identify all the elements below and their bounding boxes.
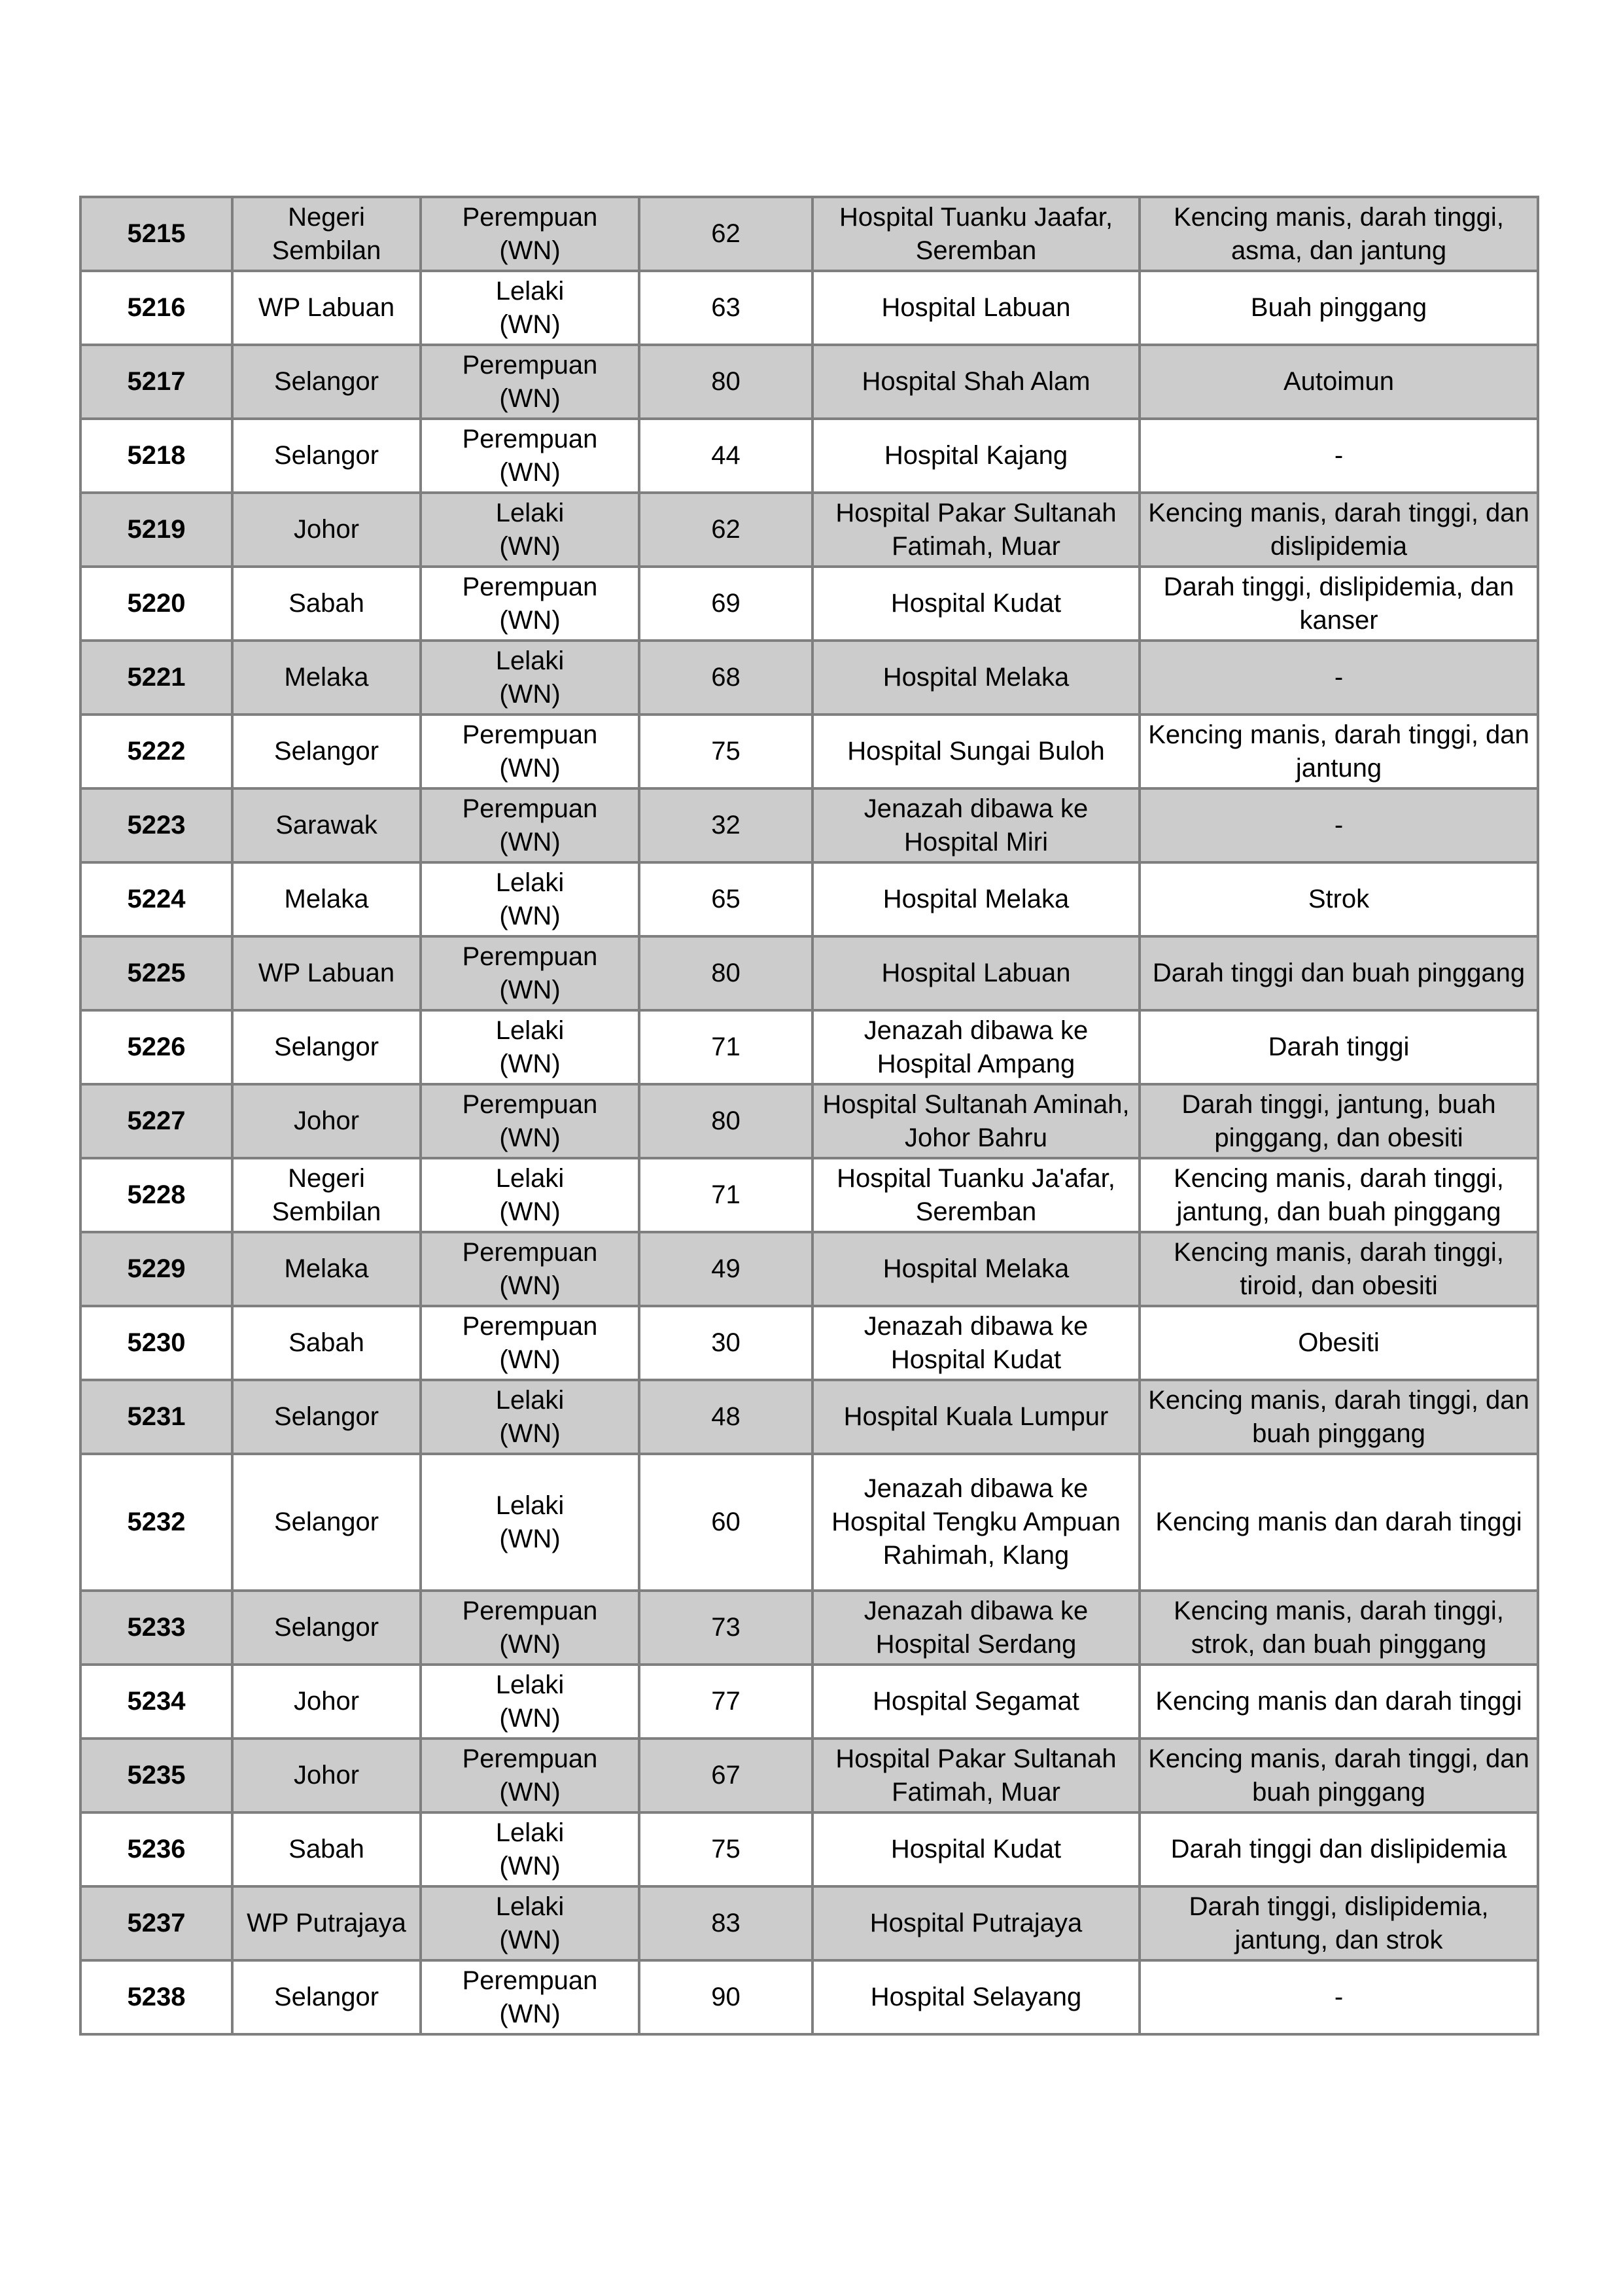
case-number-cell: 5218 (80, 419, 232, 493)
comorbidity-cell: Kencing manis dan darah tinggi (1140, 1665, 1538, 1739)
age-cell: 80 (639, 936, 812, 1010)
gender-label: Lelaki (495, 276, 565, 306)
gender-cell (421, 1739, 639, 1812)
gender-label: Perempuan (462, 1966, 598, 1995)
age-cell: 67 (639, 1739, 812, 1812)
gender-label: Perempuan (462, 1311, 598, 1341)
table-row (80, 271, 1538, 345)
comorbidity-cell: Kencing manis, darah tinggi, dan buah pinggang (1140, 1739, 1538, 1812)
state-cell: Sabah (232, 567, 421, 641)
state-cell: WP Labuan (232, 271, 421, 345)
case-number-cell: 5217 (80, 345, 232, 419)
table-row (80, 1739, 1538, 1812)
case-number-cell: 5230 (80, 1306, 232, 1380)
gender-label: Perempuan (462, 1744, 598, 1773)
gender-cell (421, 1158, 639, 1232)
nationality-label: (WN) (499, 679, 561, 709)
comorbidity-cell: - (1140, 788, 1538, 862)
age-cell: 60 (639, 1454, 812, 1591)
state-cell: Selangor (232, 1010, 421, 1084)
nationality-label: (WN) (499, 1419, 561, 1448)
age-cell: 77 (639, 1665, 812, 1739)
age-cell: 90 (639, 1960, 812, 2034)
case-number-cell: 5224 (80, 862, 232, 936)
hospital-cell: Jenazah dibawa ke Hospital Miri (812, 788, 1140, 862)
gender-label: Lelaki (495, 498, 565, 527)
hospital-cell: Hospital Kudat (812, 1812, 1140, 1886)
state-cell: Selangor (232, 1380, 421, 1454)
age-cell: 69 (639, 567, 812, 641)
hospital-cell: Hospital Kudat (812, 567, 1140, 641)
hospital-cell: Hospital Pakar Sultanah Fatimah, Muar (812, 1739, 1140, 1812)
comorbidity-cell: - (1140, 641, 1538, 715)
age-cell: 75 (639, 715, 812, 788)
age-cell: 75 (639, 1812, 812, 1886)
nationality-label: (WN) (499, 1524, 561, 1553)
hospital-cell: Hospital Melaka (812, 862, 1140, 936)
hospital-cell: Hospital Pakar Sultanah Fatimah, Muar (812, 493, 1140, 567)
case-number-cell: 5238 (80, 1960, 232, 2034)
nationality-label: (WN) (499, 236, 561, 265)
table-row (80, 1454, 1538, 1591)
gender-cell (421, 493, 639, 567)
table-row (80, 1665, 1538, 1739)
hospital-cell: Jenazah dibawa ke Hospital Tengku Ampuan Rahimah, Klang (812, 1454, 1140, 1591)
gender-label: Lelaki (495, 1163, 565, 1193)
gender-label: Lelaki (495, 868, 565, 897)
nationality-label: (WN) (499, 1123, 561, 1152)
state-cell: Melaka (232, 862, 421, 936)
gender-cell (421, 862, 639, 936)
comorbidity-cell: Darah tinggi dan dislipidemia (1140, 1812, 1538, 1886)
age-cell: 63 (639, 271, 812, 345)
age-cell: 71 (639, 1010, 812, 1084)
nationality-label: (WN) (499, 1271, 561, 1300)
comorbidity-cell: Kencing manis, darah tinggi, dan buah pinggang (1140, 1380, 1538, 1454)
case-number-cell: 5231 (80, 1380, 232, 1454)
case-number-cell: 5220 (80, 567, 232, 641)
gender-label: Perempuan (462, 572, 598, 601)
nationality-label: (WN) (499, 1049, 561, 1078)
age-cell: 80 (639, 345, 812, 419)
gender-label: Lelaki (495, 1892, 565, 1921)
case-number-cell: 5229 (80, 1232, 232, 1306)
age-cell: 68 (639, 641, 812, 715)
comorbidity-cell: Autoimun (1140, 345, 1538, 419)
table-row (80, 1306, 1538, 1380)
table-row (80, 1886, 1538, 1960)
gender-cell (421, 1454, 639, 1591)
case-number-cell: 5228 (80, 1158, 232, 1232)
gender-cell (421, 1665, 639, 1739)
nationality-label: (WN) (499, 1629, 561, 1659)
state-cell: Melaka (232, 1232, 421, 1306)
age-cell: 62 (639, 197, 812, 271)
gender-cell (421, 197, 639, 271)
case-number-cell: 5235 (80, 1739, 232, 1812)
state-cell: Sabah (232, 1306, 421, 1380)
comorbidity-cell: Darah tinggi, dislipidemia, dan kanser (1140, 567, 1538, 641)
gender-label: Lelaki (495, 1491, 565, 1520)
case-number-cell: 5221 (80, 641, 232, 715)
case-number-cell: 5216 (80, 271, 232, 345)
age-cell: 32 (639, 788, 812, 862)
state-cell: Selangor (232, 419, 421, 493)
gender-label: Lelaki (495, 1818, 565, 1847)
gender-cell (421, 1812, 639, 1886)
hospital-cell: Hospital Shah Alam (812, 345, 1140, 419)
gender-cell (421, 715, 639, 788)
state-cell: Johor (232, 1084, 421, 1158)
table-row (80, 1591, 1538, 1665)
state-cell: Melaka (232, 641, 421, 715)
hospital-cell: Hospital Kuala Lumpur (812, 1380, 1140, 1454)
hospital-cell: Hospital Labuan (812, 271, 1140, 345)
hospital-cell: Hospital Selayang (812, 1960, 1140, 2034)
table-row (80, 1960, 1538, 2034)
hospital-cell: Hospital Sungai Buloh (812, 715, 1140, 788)
gender-cell (421, 936, 639, 1010)
comorbidity-cell: Buah pinggang (1140, 271, 1538, 345)
case-number-cell: 5222 (80, 715, 232, 788)
comorbidity-cell: Kencing manis, darah tinggi, dan dislipidemia (1140, 493, 1538, 567)
nationality-label: (WN) (499, 975, 561, 1004)
gender-cell (421, 1886, 639, 1960)
table-row (80, 1380, 1538, 1454)
age-cell: 48 (639, 1380, 812, 1454)
gender-cell (421, 1232, 639, 1306)
age-cell: 44 (639, 419, 812, 493)
state-cell: Selangor (232, 345, 421, 419)
nationality-label: (WN) (499, 1777, 561, 1807)
hospital-cell: Hospital Melaka (812, 641, 1140, 715)
state-cell: Sabah (232, 1812, 421, 1886)
comorbidity-cell: - (1140, 419, 1538, 493)
state-cell: Selangor (232, 1591, 421, 1665)
hospital-cell: Hospital Segamat (812, 1665, 1140, 1739)
state-cell: Sarawak (232, 788, 421, 862)
case-number-cell: 5215 (80, 197, 232, 271)
nationality-label: (WN) (499, 383, 561, 413)
table-row (80, 493, 1538, 567)
gender-cell (421, 271, 639, 345)
case-number-cell: 5236 (80, 1812, 232, 1886)
table-row (80, 788, 1538, 862)
nationality-label: (WN) (499, 753, 561, 783)
age-cell: 65 (639, 862, 812, 936)
comorbidity-cell: Kencing manis, darah tinggi, tiroid, dan obesiti (1140, 1232, 1538, 1306)
table-body (80, 197, 1538, 2034)
comorbidity-cell: Kencing manis dan darah tinggi (1140, 1454, 1538, 1591)
table-row (80, 641, 1538, 715)
hospital-cell: Jenazah dibawa ke Hospital Serdang (812, 1591, 1140, 1665)
case-number-cell: 5232 (80, 1454, 232, 1591)
gender-cell (421, 1591, 639, 1665)
nationality-label: (WN) (499, 531, 561, 561)
gender-label: Perempuan (462, 942, 598, 971)
state-cell: WP Labuan (232, 936, 421, 1010)
table-row (80, 345, 1538, 419)
age-cell: 62 (639, 493, 812, 567)
gender-label: Perempuan (462, 350, 598, 380)
comorbidity-cell: Obesiti (1140, 1306, 1538, 1380)
gender-label: Perempuan (462, 424, 598, 453)
case-number-cell: 5219 (80, 493, 232, 567)
table-row (80, 715, 1538, 788)
state-cell: Selangor (232, 1454, 421, 1591)
nationality-label: (WN) (499, 1999, 561, 2028)
age-cell: 83 (639, 1886, 812, 1960)
age-cell: 80 (639, 1084, 812, 1158)
comorbidity-cell: Kencing manis, darah tinggi, asma, dan jantung (1140, 197, 1538, 271)
gender-label: Lelaki (495, 1016, 565, 1045)
state-cell: Negeri Sembilan (232, 1158, 421, 1232)
table-row (80, 936, 1538, 1010)
gender-label: Lelaki (495, 1670, 565, 1699)
gender-label: Perempuan (462, 1089, 598, 1119)
nationality-label: (WN) (499, 605, 561, 635)
gender-label: Lelaki (495, 646, 565, 675)
nationality-label: (WN) (499, 309, 561, 339)
gender-label: Perempuan (462, 1596, 598, 1625)
hospital-cell: Hospital Tuanku Jaafar, Seremban (812, 197, 1140, 271)
gender-cell (421, 567, 639, 641)
state-cell: Selangor (232, 715, 421, 788)
gender-label: Lelaki (495, 1385, 565, 1415)
death-cases-table (79, 196, 1539, 2036)
comorbidity-cell: Darah tinggi dan buah pinggang (1140, 936, 1538, 1010)
comorbidity-cell: Darah tinggi (1140, 1010, 1538, 1084)
case-number-cell: 5226 (80, 1010, 232, 1084)
table-row (80, 1084, 1538, 1158)
gender-label: Perempuan (462, 1237, 598, 1267)
state-cell: WP Putrajaya (232, 1886, 421, 1960)
gender-label: Perempuan (462, 202, 598, 232)
hospital-cell: Jenazah dibawa ke Hospital Kudat (812, 1306, 1140, 1380)
age-cell: 71 (639, 1158, 812, 1232)
nationality-label: (WN) (499, 827, 561, 857)
gender-cell (421, 1960, 639, 2034)
case-number-cell: 5233 (80, 1591, 232, 1665)
table-row (80, 1010, 1538, 1084)
state-cell: Johor (232, 1665, 421, 1739)
table-row (80, 1232, 1538, 1306)
hospital-cell: Hospital Tuanku Ja'afar, Seremban (812, 1158, 1140, 1232)
table-row (80, 862, 1538, 936)
state-cell: Selangor (232, 1960, 421, 2034)
hospital-cell: Hospital Sultanah Aminah, Johor Bahru (812, 1084, 1140, 1158)
table-row (80, 1812, 1538, 1886)
nationality-label: (WN) (499, 1703, 561, 1733)
gender-label: Perempuan (462, 720, 598, 749)
table-row (80, 1158, 1538, 1232)
comorbidity-cell: - (1140, 1960, 1538, 2034)
case-number-cell: 5227 (80, 1084, 232, 1158)
case-number-cell: 5225 (80, 936, 232, 1010)
gender-cell (421, 641, 639, 715)
state-cell: Negeri Sembilan (232, 197, 421, 271)
gender-cell (421, 1306, 639, 1380)
hospital-cell: Hospital Melaka (812, 1232, 1140, 1306)
comorbidity-cell: Darah tinggi, jantung, buah pinggang, dan obesiti (1140, 1084, 1538, 1158)
table-row (80, 567, 1538, 641)
table-row (80, 197, 1538, 271)
table-row (80, 419, 1538, 493)
nationality-label: (WN) (499, 1851, 561, 1881)
nationality-label: (WN) (499, 901, 561, 930)
gender-cell (421, 419, 639, 493)
gender-label: Perempuan (462, 794, 598, 823)
comorbidity-cell: Darah tinggi, dislipidemia, jantung, dan strok (1140, 1886, 1538, 1960)
state-cell: Johor (232, 1739, 421, 1812)
age-cell: 30 (639, 1306, 812, 1380)
gender-cell (421, 345, 639, 419)
case-number-cell: 5234 (80, 1665, 232, 1739)
case-number-cell: 5223 (80, 788, 232, 862)
nationality-label: (WN) (499, 457, 561, 487)
gender-cell (421, 1084, 639, 1158)
hospital-cell: Hospital Putrajaya (812, 1886, 1140, 1960)
hospital-cell: Hospital Kajang (812, 419, 1140, 493)
age-cell: 73 (639, 1591, 812, 1665)
nationality-label: (WN) (499, 1925, 561, 1954)
hospital-cell: Hospital Labuan (812, 936, 1140, 1010)
comorbidity-cell: Kencing manis, darah tinggi, dan jantung (1140, 715, 1538, 788)
gender-cell (421, 1380, 639, 1454)
age-cell: 49 (639, 1232, 812, 1306)
state-cell: Johor (232, 493, 421, 567)
comorbidity-cell: Kencing manis, darah tinggi, strok, dan buah pinggang (1140, 1591, 1538, 1665)
nationality-label: (WN) (499, 1345, 561, 1374)
case-number-cell: 5237 (80, 1886, 232, 1960)
gender-cell (421, 788, 639, 862)
comorbidity-cell: Kencing manis, darah tinggi, jantung, dan buah pinggang (1140, 1158, 1538, 1232)
hospital-cell: Jenazah dibawa ke Hospital Ampang (812, 1010, 1140, 1084)
comorbidity-cell: Strok (1140, 862, 1538, 936)
gender-cell (421, 1010, 639, 1084)
nationality-label: (WN) (499, 1197, 561, 1226)
